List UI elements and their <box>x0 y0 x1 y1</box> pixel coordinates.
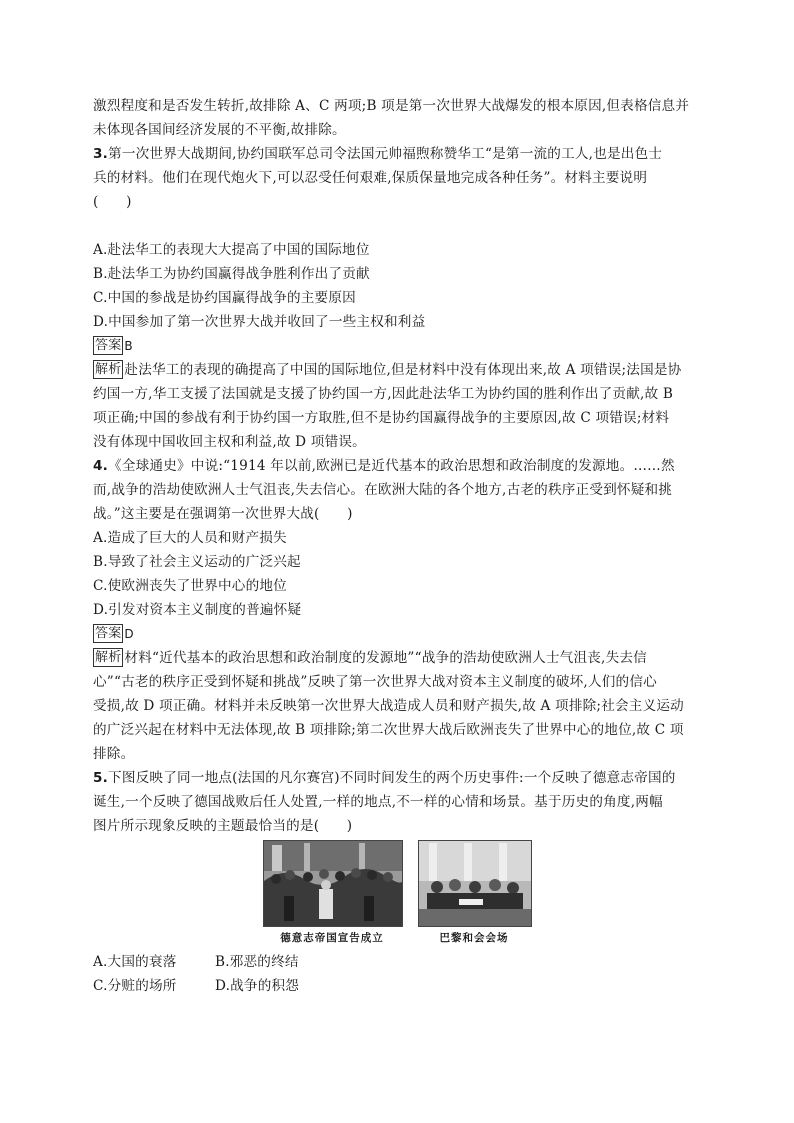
photo-crowd-hall <box>264 841 402 926</box>
analysis-line: 的广泛兴起在材料中无法体现,故 B 项排除;第二次世界大战后欧洲丧失了世界中心的地位,故 C 项 <box>93 722 684 738</box>
document-page <box>93 94 703 998</box>
option-a: A.造成了巨大的人员和财产损失 <box>93 530 287 546</box>
answer-line <box>93 622 703 646</box>
option-b: B.赴法华工为协约国赢得战争胜利作出了贡献 <box>93 266 370 282</box>
question-stem-line: 而,战争的浩劫使欧洲人士气沮丧,失去信心。在欧洲大陆的各个地方,古老的秩序正受到怀疑和挑 <box>93 482 673 498</box>
question-number: 5. <box>93 770 109 786</box>
question-stem-line: 3.第一次世界大战期间,协约国联军总司令法国元帅福煦称赞华工“是第一流的工人,也是出色士 <box>93 146 663 162</box>
question-number: 4. <box>93 458 109 474</box>
question-stem-line: ( ) <box>93 194 132 210</box>
answer-line <box>93 334 703 358</box>
option-a: A.赴法华工的表现大大提高了中国的国际地位 <box>93 242 370 258</box>
question-stem-line: 图片所示现象反映的主题最恰当的是( ) <box>93 818 353 834</box>
answer-tag: 答案 <box>95 626 122 641</box>
option-c: C.中国的参战是协约国赢得战争的主要原因 <box>93 290 356 306</box>
historical-photo <box>263 840 403 927</box>
photo-conference-room <box>419 841 531 926</box>
analysis-line: 约国一方,华工支援了法国就是支援了协约国一方,因此赴法华工为协约国的胜利作出了贡献,故 B <box>93 386 674 402</box>
analysis-line: 没有体现中国收回主权和利益,故 D 项错误。 <box>93 434 366 450</box>
text-line: 激烈程度和是否发生转折,故排除 A、C 两项;B 项是第一次世界大战爆发的根本原因,但表格信息并 <box>93 98 690 114</box>
text-line: 未体现各国间经济发展的不平衡,故排除。 <box>93 122 346 138</box>
analysis-line: 解析 赴法华工的表现的确提高了中国的国际地位,但是材料中没有体现出来,故 A 项错误;法国是协 <box>95 362 682 378</box>
analysis-line: 解析 材料“近代基本的政治思想和政治制度的发源地”“战争的浩劫使欧洲人士气沮丧,失去信 <box>95 650 647 666</box>
blank-gap <box>93 214 703 238</box>
question-5 <box>93 766 703 998</box>
option-a: A.大国的衰落 <box>93 954 177 970</box>
analysis-line: 项正确;中国的参战有利于协约国一方取胜,但不是协约国赢得战争的主要原因,故 C 项错误;材料 <box>93 410 670 426</box>
question-stem-line: 战。”这主要是在强调第一次世界大战( ) <box>93 506 353 522</box>
option-c: C.分赃的场所 <box>93 978 177 994</box>
option-d: D.战争的积怨 <box>215 978 300 994</box>
question-4 <box>93 454 703 766</box>
answer-value: B <box>124 339 133 353</box>
analysis-tag: 解析 <box>95 650 122 665</box>
option-b: B.邪恶的终结 <box>215 954 299 970</box>
figure-row <box>93 840 703 950</box>
figure-german-empire <box>263 840 401 946</box>
question-stem-line: 诞生,一个反映了德国战败后任人处置,一样的地点,不一样的心情和场景。基于历史的角度,两幅 <box>93 794 663 810</box>
historical-photo <box>418 840 532 927</box>
figure-caption: 德意志帝国宣告成立 <box>280 932 384 944</box>
answer-tag: 答案 <box>95 338 122 353</box>
answer-value: D <box>124 627 134 641</box>
option-c: C.使欧洲丧失了世界中心的地位 <box>93 578 287 594</box>
question-stem-line: 5.下图反映了同一地点(法国的凡尔赛宫)不同时间发生的两个历史事件:一个反映了德意志帝国的 <box>93 770 676 786</box>
question-3 <box>93 142 703 454</box>
options-row <box>93 950 703 974</box>
analysis-line: 受损,故 D 项正确。材料并未反映第一次世界大战造成人员和财产损失,故 A 项排除;社会主义运动 <box>93 698 684 714</box>
analysis-tag: 解析 <box>95 362 122 377</box>
figure-paris-conference <box>418 840 530 946</box>
figure-caption: 巴黎和会会场 <box>439 932 509 944</box>
question-stem-line: 4.《全球通史》中说:“1914 年以前,欧洲已是近代基本的政治思想和政治制度的发源地。……然 <box>93 458 675 474</box>
analysis-line: 排除。 <box>93 746 135 762</box>
options-row <box>93 974 703 998</box>
question-stem-line: 兵的材料。他们在现代炮火下,可以忍受任何艰难,保质保量地完成各种任务”。材料主要说明 <box>93 170 648 186</box>
question-number: 3. <box>93 146 109 162</box>
analysis-line: 心”“古老的秩序正受到怀疑和挑战”反映了第一次世界大战对资本主义制度的破坏,人们的信心 <box>93 674 657 690</box>
option-d: D.引发对资本主义制度的普遍怀疑 <box>93 602 302 618</box>
option-b: B.导致了社会主义运动的广泛兴起 <box>93 554 301 570</box>
option-d: D.中国参加了第一次世界大战并收回了一些主权和利益 <box>93 314 426 330</box>
